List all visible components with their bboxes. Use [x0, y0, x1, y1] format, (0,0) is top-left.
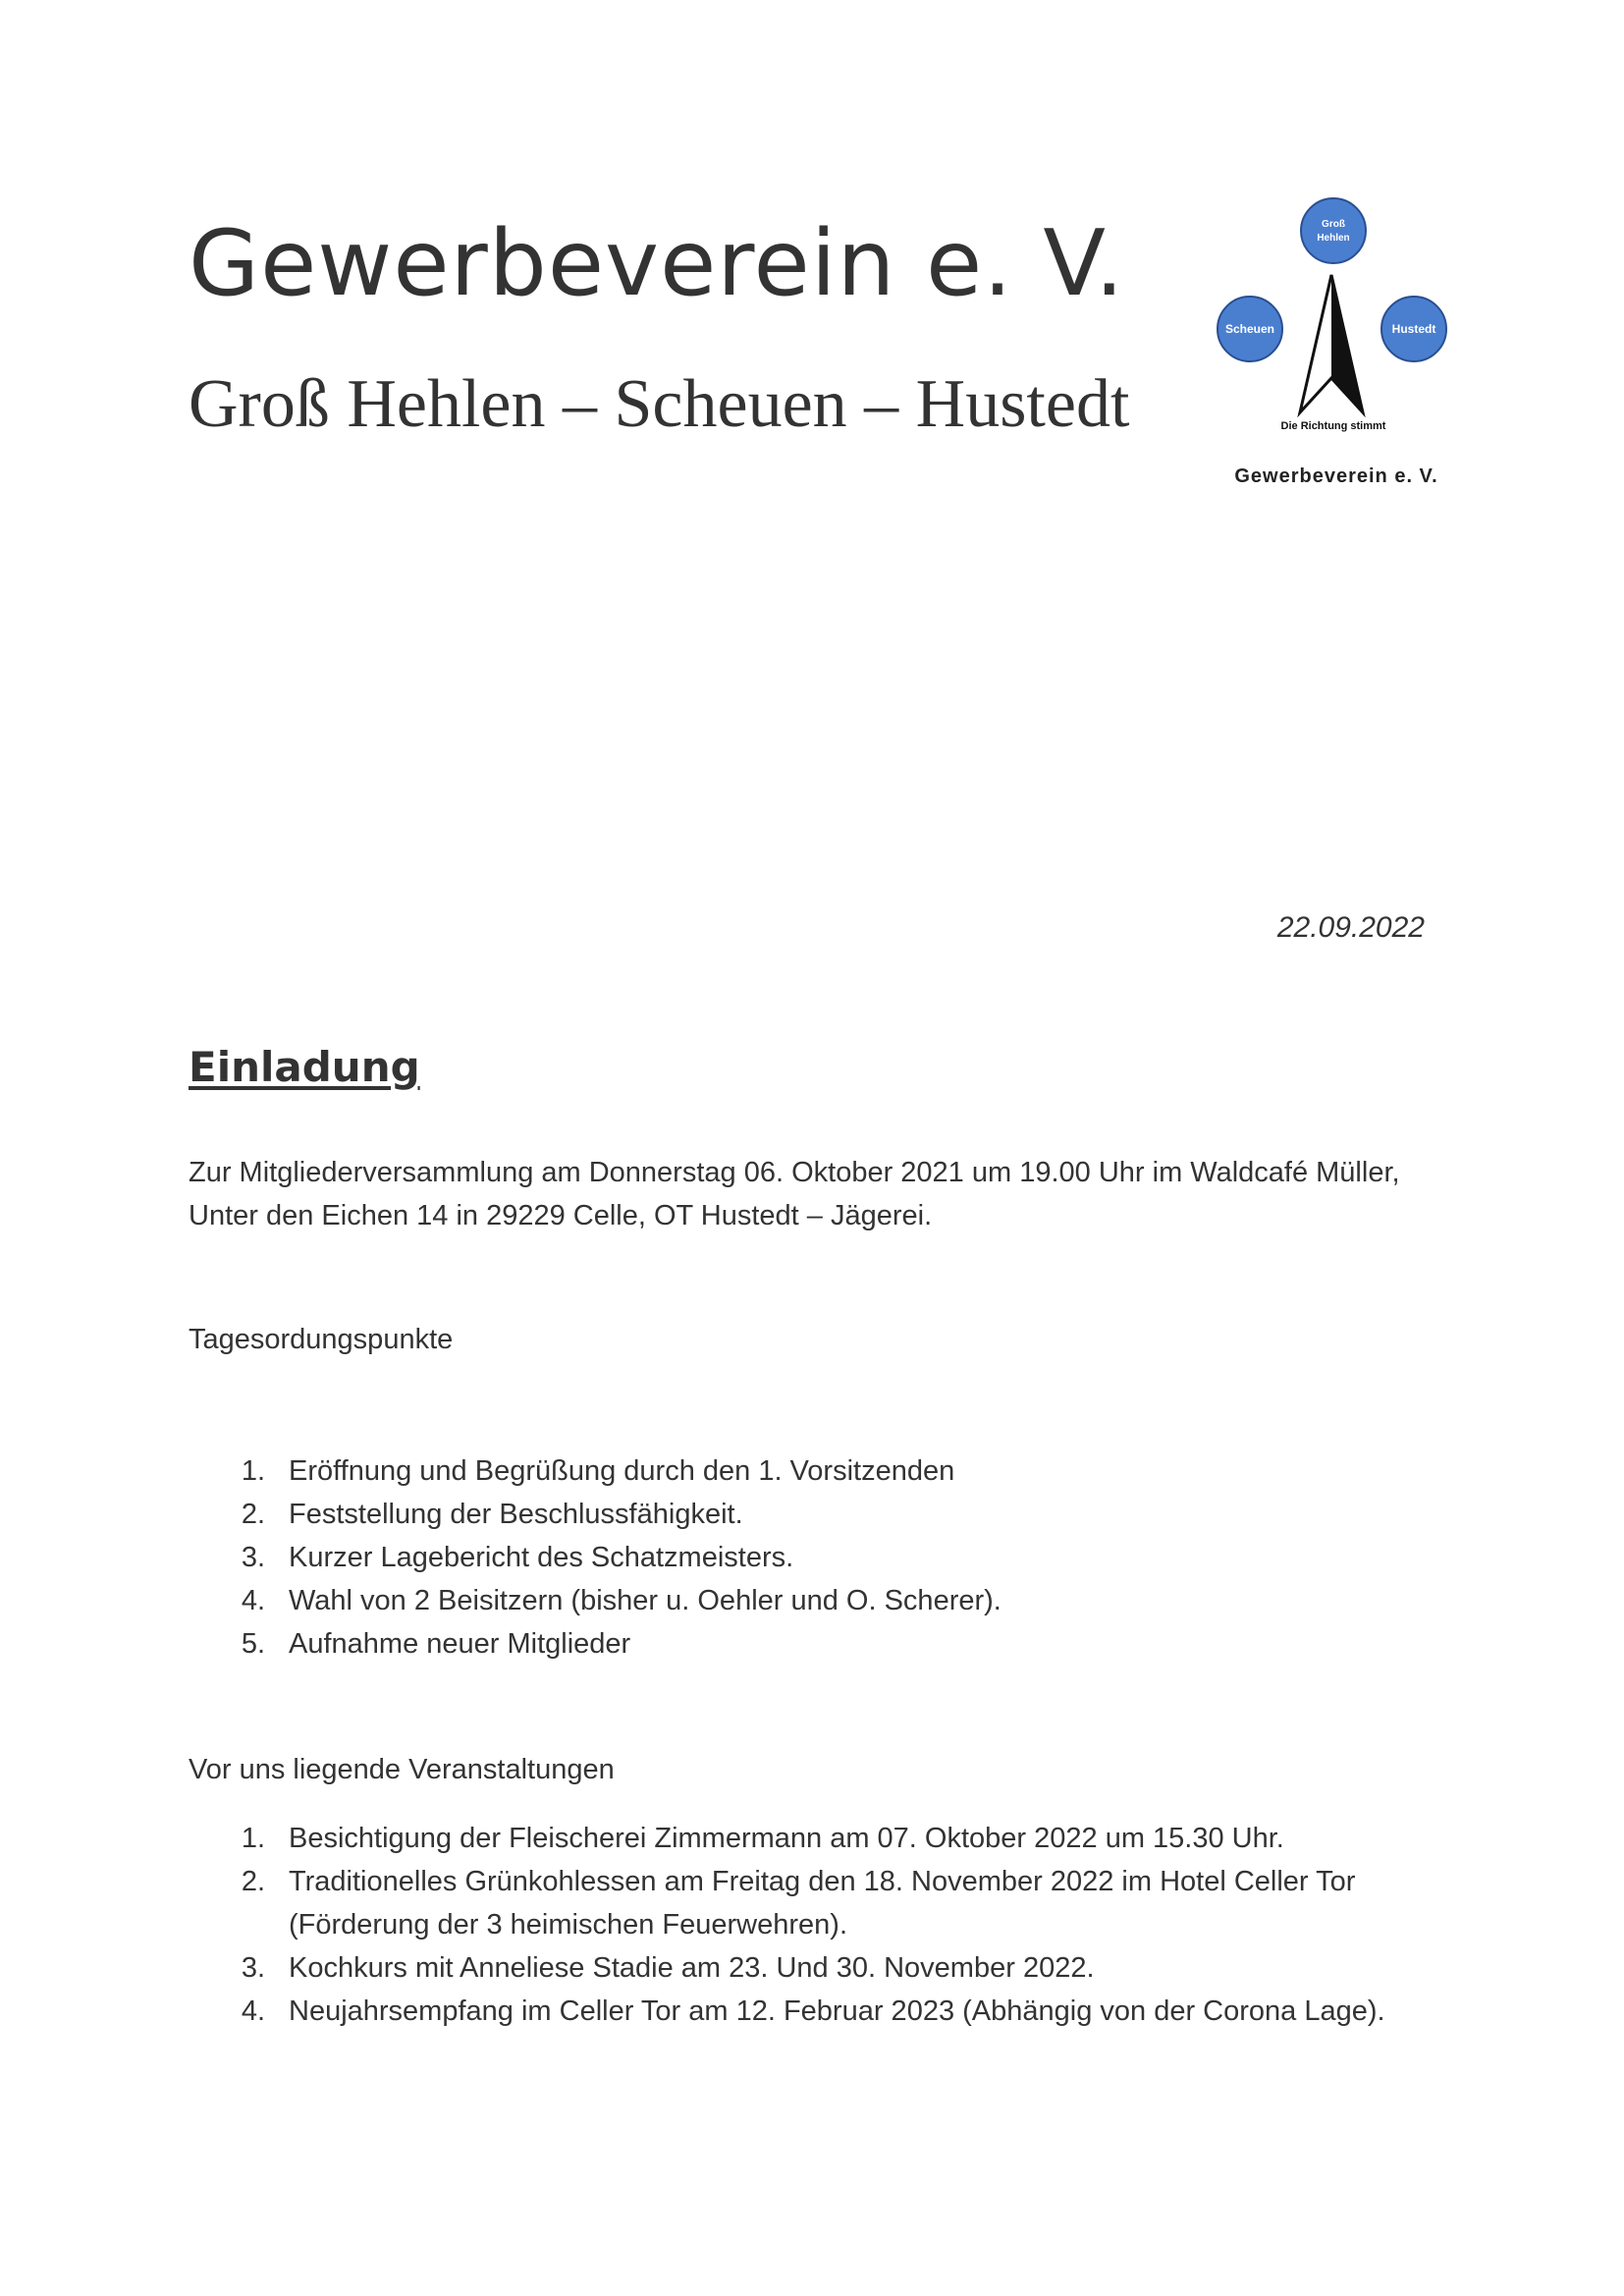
organization-logo: [1214, 196, 1449, 437]
document-date: 22.09.2022: [1276, 911, 1425, 944]
list-item-number: 3.: [241, 1952, 265, 1984]
logo-circle-gross-hehlen: [1301, 198, 1366, 263]
logo-circle-label: Hehlen: [1317, 233, 1350, 244]
list-item-number: 5.: [241, 1628, 265, 1660]
list-item-number: 2.: [241, 1499, 265, 1530]
events-list: [189, 1817, 1426, 2033]
invitation-heading: Einladung: [189, 1043, 420, 1091]
agenda-list: [189, 1449, 1426, 1666]
list-item-number: 3.: [241, 1542, 265, 1573]
organization-title: Gewerbeverein e. V.: [189, 210, 1125, 316]
list-item: [189, 1493, 1426, 1536]
list-item: [189, 1622, 1426, 1666]
list-item: [189, 1860, 1426, 1946]
organization-subtitle: Groß Hehlen – Scheuen – Hustedt: [189, 366, 1130, 442]
list-item-number: 1.: [241, 1455, 265, 1487]
list-item: [189, 1536, 1426, 1579]
list-item-number: 4.: [241, 1585, 265, 1616]
list-item-text: Kurzer Lagebericht des Schatzmeisters.: [289, 1542, 794, 1573]
list-item-text: Neujahrsempfang im Celler Tor am 12. Februar 2023 (Abhängig von der Corona Lage).: [289, 1995, 1385, 2027]
logo-circle-label: Hustedt: [1391, 322, 1436, 336]
list-item: [189, 1990, 1426, 2033]
list-item-text: Eröffnung und Begrüßung durch den 1. Vorsitzenden: [289, 1455, 955, 1487]
list-item-number: 4.: [241, 1995, 265, 2027]
list-item-number: 2.: [241, 1866, 265, 1897]
list-item: [189, 1579, 1426, 1622]
invitation-intro: Zur Mitgliederversammlung am Donnerstag 06. Oktober 2021 um 19.00 Uhr im Waldcafé Müller, Unter den Eichen 14 in 29229 Celle, OT Hustedt – Jägerei.: [189, 1157, 1400, 1231]
list-item-text: Wahl von 2 Beisitzern (bisher u. Oehler und O. Scherer).: [289, 1585, 1001, 1616]
logo-slogan: Die Richtung stimmt: [1280, 420, 1386, 432]
list-item-text: Kochkurs mit Anneliese Stadie am 23. Und 30. November 2022.: [289, 1952, 1095, 1984]
list-item-text: Besichtigung der Fleischerei Zimmermann am 07. Oktober 2022 um 15.30 Uhr.: [289, 1823, 1284, 1854]
logo-circle-label: Groß: [1322, 219, 1345, 230]
events-label: Vor uns liegende Veranstaltungen: [189, 1754, 615, 1785]
logo-caption: Gewerbeverein e. V.: [1234, 465, 1438, 487]
list-item-text: Aufnahme neuer Mitglieder: [289, 1628, 631, 1660]
agenda-label: Tagesordungspunkte: [189, 1324, 454, 1355]
list-item-text: Traditionelles Grünkohlessen am Freitag den 18. November 2022 im Hotel Celler Tor (Förderung der 3 heimischen Feuerwehren).: [289, 1866, 1356, 1941]
list-item: [189, 1946, 1426, 1990]
logo-circle-label: Scheuen: [1224, 322, 1275, 336]
list-item-text: Feststellung der Beschlussfähigkeit.: [289, 1499, 743, 1530]
list-item: [189, 1817, 1426, 1860]
list-item: [189, 1449, 1426, 1493]
list-item-number: 1.: [241, 1823, 265, 1854]
